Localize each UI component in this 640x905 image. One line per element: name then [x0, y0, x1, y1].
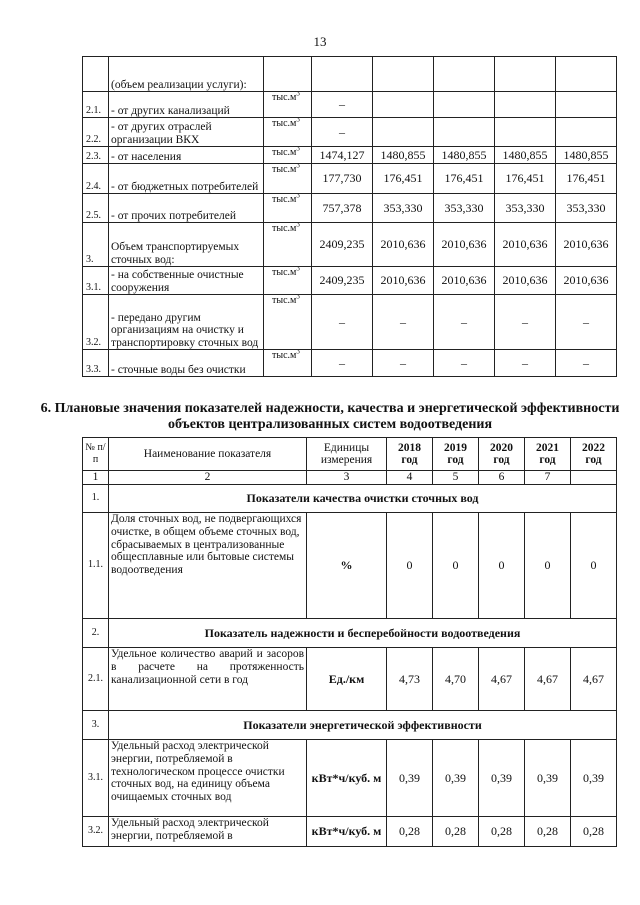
table-row — [83, 267, 617, 295]
row-value: 176,451 — [556, 164, 617, 194]
wastewater-volume-table — [82, 56, 617, 377]
row-value — [373, 92, 434, 118]
value-2022: 0,28 — [571, 817, 617, 847]
section-num: 2. — [83, 619, 109, 648]
value-2018: 0 — [387, 513, 433, 619]
row-value — [556, 57, 617, 92]
row-unit — [264, 57, 312, 92]
row-value — [556, 92, 617, 118]
row-num: 1.1. — [83, 513, 109, 619]
row-num: 3.2. — [83, 295, 109, 350]
table-row — [83, 295, 617, 350]
row-unit: $тыс.м^3$ — [264, 118, 312, 147]
row-value: – — [312, 295, 373, 350]
table-row — [83, 223, 617, 267]
table-row — [83, 164, 617, 194]
row-num: 2.1. — [83, 92, 109, 118]
section-title: Показатели качества очистки сточных вод — [109, 485, 617, 513]
row-value: 353,330 — [434, 194, 495, 223]
row-num: 3.3. — [83, 350, 109, 377]
row-num: 3.1. — [83, 267, 109, 295]
row-value — [373, 118, 434, 147]
value-2019: 0,39 — [433, 740, 479, 817]
row-value: – — [434, 350, 495, 377]
row-value: – — [495, 295, 556, 350]
row-value — [495, 118, 556, 147]
row-value: 2010,636 — [495, 223, 556, 267]
row-value: 1474,127 — [312, 147, 373, 164]
colnum: 5 — [433, 471, 479, 485]
value-2021: 0,39 — [525, 740, 571, 817]
row-unit: $тыс.м^3$ — [264, 92, 312, 118]
page-number: 13 — [313, 34, 327, 49]
row-name: - от прочих потребителей — [109, 194, 264, 223]
indicator-name: Удельный расход электрической энергии, потребляемой в технологическом процессе очистки сточных вод, на единицу объема очищаемых сточных вод — [109, 740, 307, 817]
value-2022: 0,39 — [571, 740, 617, 817]
row-value: 353,330 — [373, 194, 434, 223]
row-value: – — [373, 350, 434, 377]
indicator-unit: Ед./км — [307, 648, 387, 711]
row-value: 2010,636 — [373, 267, 434, 295]
value-2020: 0,39 — [479, 740, 525, 817]
value-2019: 4,70 — [433, 648, 479, 711]
row-unit: $тыс.м^3$ — [264, 194, 312, 223]
row-value: 353,330 — [495, 194, 556, 223]
value-2018: 0,28 — [387, 817, 433, 847]
section-title: Показатели энергетической эффективности — [109, 711, 617, 740]
row-value: 2010,636 — [495, 267, 556, 295]
row-value: – — [495, 350, 556, 377]
row-value: 353,330 — [556, 194, 617, 223]
row-value — [434, 118, 495, 147]
row-value: 2010,636 — [434, 223, 495, 267]
row-value: 176,451 — [434, 164, 495, 194]
indicator-row — [83, 740, 617, 817]
row-unit: $тыс.м^3$ — [264, 267, 312, 295]
row-name: - от других канализаций — [109, 92, 264, 118]
row-name: Объем транспортируемых сточных вод: — [109, 223, 264, 267]
indicators-table — [82, 437, 617, 847]
row-value: 1480,855 — [434, 147, 495, 164]
table-row — [83, 147, 617, 164]
indicator-unit: кВт*ч/куб. м — [307, 817, 387, 847]
header-row — [83, 438, 617, 471]
row-value — [312, 57, 373, 92]
indicator-name: Удельный расход электрической энергии, потребляемой в — [109, 817, 307, 847]
value-2019: 0,28 — [433, 817, 479, 847]
indicator-name: Удельное количество аварий и засоров в расчете на протяженность канализационной сети в год — [109, 648, 307, 711]
colnum: 2 — [109, 471, 307, 485]
value-2018: 4,73 — [387, 648, 433, 711]
row-value — [495, 92, 556, 118]
header-year-2018: 2018 год — [387, 438, 433, 471]
row-unit: $тыс.м^3$ — [264, 223, 312, 267]
row-num — [83, 57, 109, 92]
row-value: 757,378 — [312, 194, 373, 223]
indicator-row — [83, 817, 617, 847]
row-value — [373, 57, 434, 92]
value-2021: 0,28 — [525, 817, 571, 847]
row-value: – — [556, 350, 617, 377]
row-value: 1480,855 — [373, 147, 434, 164]
row-num: 2.1. — [83, 648, 109, 711]
row-num: 3.2. — [83, 817, 109, 847]
column-numbers-row — [83, 471, 617, 485]
header-num: № п/п — [83, 438, 109, 471]
row-name: - на собственные очистные сооружения — [109, 267, 264, 295]
row-name: - от населения — [109, 147, 264, 164]
row-value: 2010,636 — [556, 223, 617, 267]
header-name: Наименование показателя — [109, 438, 307, 471]
row-value: – — [556, 295, 617, 350]
row-value: 2010,636 — [373, 223, 434, 267]
colnum: 4 — [387, 471, 433, 485]
row-unit: $тыс.м^3$ — [264, 350, 312, 377]
row-num: 2.3. — [83, 147, 109, 164]
value-2020: 0,28 — [479, 817, 525, 847]
colnum: 6 — [479, 471, 525, 485]
colnum: 7 — [525, 471, 571, 485]
row-value — [495, 57, 556, 92]
value-2018: 0,39 — [387, 740, 433, 817]
indicator-unit: кВт*ч/куб. м — [307, 740, 387, 817]
table-row — [83, 92, 617, 118]
row-value: 2010,636 — [556, 267, 617, 295]
section-num: 1. — [83, 485, 109, 513]
indicator-row — [83, 513, 617, 619]
indicator-unit: % — [307, 513, 387, 619]
value-2020: 0 — [479, 513, 525, 619]
row-value: 176,451 — [373, 164, 434, 194]
row-num: 2.5. — [83, 194, 109, 223]
row-value: 2409,235 — [312, 223, 373, 267]
row-name: (объем реализации услуги): — [109, 57, 264, 92]
section-6-title: 6. Плановые значения показателей надежности, качества и энергетической эффективности объектов централизованных систем водоотведения — [40, 401, 620, 432]
indicator-row — [83, 648, 617, 711]
colnum: 3 — [307, 471, 387, 485]
section-row — [83, 485, 617, 513]
row-value: – — [312, 92, 373, 118]
header-year-2021: 2021 год — [525, 438, 571, 471]
header-year-2019: 2019 год — [433, 438, 479, 471]
row-unit: $тыс.м^3$ — [264, 147, 312, 164]
row-value: – — [434, 295, 495, 350]
row-value: 2010,636 — [434, 267, 495, 295]
section-row — [83, 619, 617, 648]
row-name: - от бюджетных потребителей — [109, 164, 264, 194]
row-num: 3.1. — [83, 740, 109, 817]
header-unit: Единицы измерения — [307, 438, 387, 471]
row-num: 3. — [83, 223, 109, 267]
row-value: 2409,235 — [312, 267, 373, 295]
colnum: 1 — [83, 471, 109, 485]
row-value: 1480,855 — [495, 147, 556, 164]
colnum — [571, 471, 617, 485]
row-value — [556, 118, 617, 147]
value-2022: 4,67 — [571, 648, 617, 711]
row-value: – — [312, 350, 373, 377]
section-title: Показатель надежности и бесперебойности водоотведения — [109, 619, 617, 648]
header-year-2022: 2022 год — [571, 438, 617, 471]
table-row — [83, 118, 617, 147]
header-year-2020: 2020 год — [479, 438, 525, 471]
row-unit: $тыс.м^3$ — [264, 164, 312, 194]
row-value: – — [373, 295, 434, 350]
row-value: – — [312, 118, 373, 147]
table-row — [83, 57, 617, 92]
section-num: 3. — [83, 711, 109, 740]
row-unit: $тыс.м^3$ — [264, 295, 312, 350]
row-name: - сточные воды без очистки — [109, 350, 264, 377]
value-2020: 4,67 — [479, 648, 525, 711]
row-num: 2.4. — [83, 164, 109, 194]
row-num: 2.2. — [83, 118, 109, 147]
section-row — [83, 711, 617, 740]
row-value — [434, 92, 495, 118]
table-row — [83, 194, 617, 223]
row-name: - передано другим организациям на очистку и транспортировку сточных вод — [109, 295, 264, 350]
row-value — [434, 57, 495, 92]
value-2021: 0 — [525, 513, 571, 619]
row-name: - от других отраслей организации ВКХ — [109, 118, 264, 147]
indicator-name: Доля сточных вод, не подвергающихся очистке, в общем объеме сточных вод, сбрасываемых в централизованные общесплавные или бытовые системы водоотведения — [109, 513, 307, 619]
value-2022: 0 — [571, 513, 617, 619]
value-2021: 4,67 — [525, 648, 571, 711]
value-2019: 0 — [433, 513, 479, 619]
table-row — [83, 350, 617, 377]
row-value: 176,451 — [495, 164, 556, 194]
row-value: 177,730 — [312, 164, 373, 194]
row-value: 1480,855 — [556, 147, 617, 164]
